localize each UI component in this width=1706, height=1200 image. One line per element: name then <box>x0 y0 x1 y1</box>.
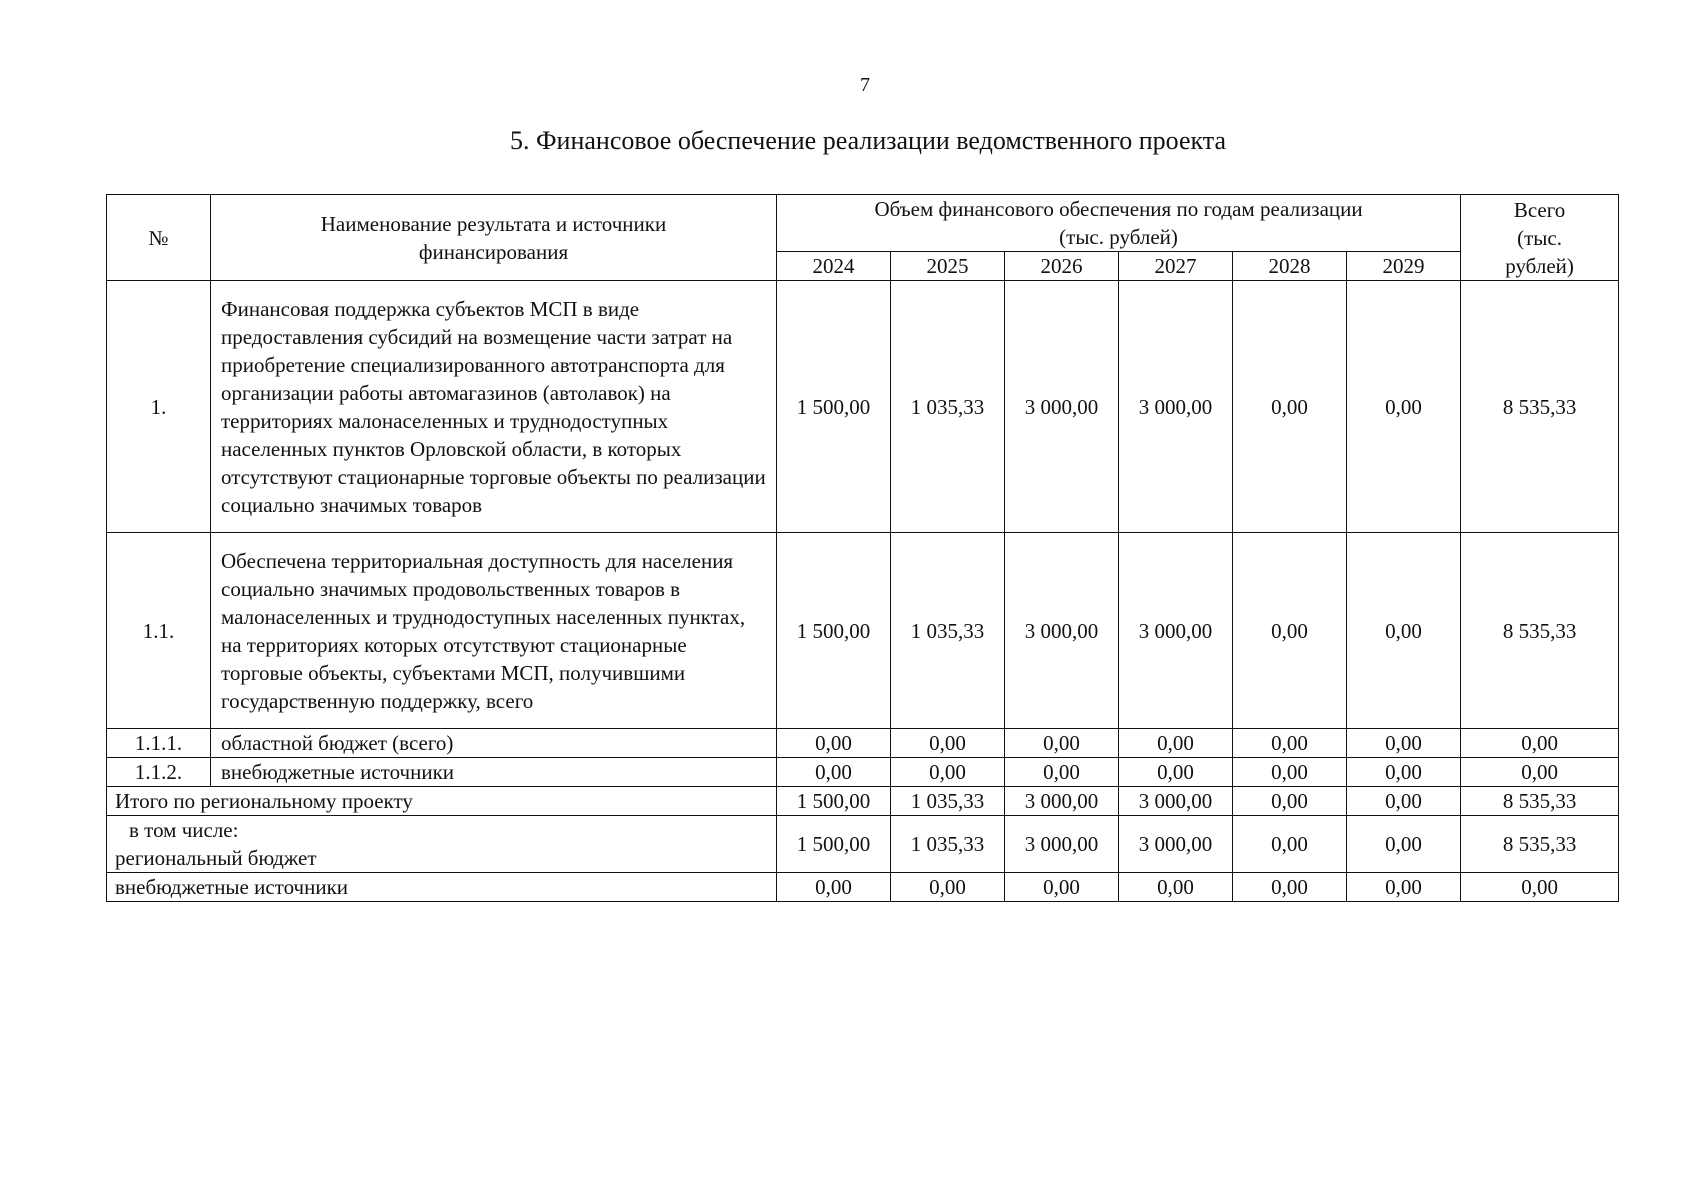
summary-row-total <box>107 787 1619 816</box>
row-value: 0,00 <box>1005 729 1119 758</box>
header-year: 2027 <box>1119 252 1233 281</box>
summary-value: 0,00 <box>777 873 891 902</box>
table-row <box>107 281 1619 533</box>
header-volume-line-1: Объем финансового обеспечения по годам реализации <box>874 197 1363 221</box>
header-total-line-1: Всего <box>1513 197 1566 222</box>
page-number: 7 <box>860 74 870 96</box>
header-name-line-1: Наименование результата и источники <box>320 211 667 236</box>
row-value: 0,00 <box>777 758 891 787</box>
row-total: 8 535,33 <box>1461 281 1619 533</box>
summary-value: 0,00 <box>891 873 1005 902</box>
header-total-line-2: (тыс. <box>1517 225 1562 250</box>
financing-table <box>106 194 1619 902</box>
summary-label-line-1: в том числе: <box>129 818 239 842</box>
summary-value: 3 000,00 <box>1005 816 1119 873</box>
row-name: областной бюджет (всего) <box>211 729 777 758</box>
header-year: 2029 <box>1347 252 1461 281</box>
row-value: 0,00 <box>1233 758 1347 787</box>
row-value: 0,00 <box>1347 533 1461 729</box>
summary-label-line-2: региональный бюджет <box>115 846 317 870</box>
row-value: 0,00 <box>891 758 1005 787</box>
summary-value: 0,00 <box>1233 816 1347 873</box>
summary-value: 1 035,33 <box>891 787 1005 816</box>
summary-value: 3 000,00 <box>1005 787 1119 816</box>
row-value: 0,00 <box>1233 281 1347 533</box>
summary-value: 1 500,00 <box>777 816 891 873</box>
header-year: 2025 <box>891 252 1005 281</box>
row-num: 1.1.2. <box>107 758 211 787</box>
header-num: № <box>107 195 211 281</box>
row-value: 3 000,00 <box>1119 533 1233 729</box>
row-value: 0,00 <box>1347 281 1461 533</box>
row-value: 0,00 <box>1005 758 1119 787</box>
summary-value: 0,00 <box>1347 787 1461 816</box>
table-row <box>107 533 1619 729</box>
row-name: Обеспечена территориальная доступность для населения социально значимых продовольственных товаров в малонаселенных и труднодоступных населенных пунктах, на территориях которых отсутствуют стационарные торговые объекты, субъектами МСП, получившими государственную поддержку, всего <box>211 533 777 729</box>
summary-value: 0,00 <box>1233 873 1347 902</box>
row-value: 0,00 <box>1119 758 1233 787</box>
row-total: 0,00 <box>1461 729 1619 758</box>
header-year: 2028 <box>1233 252 1347 281</box>
header-total-line-3: рублей) <box>1505 253 1574 278</box>
row-value: 0,00 <box>1233 533 1347 729</box>
header-year: 2024 <box>777 252 891 281</box>
summary-value: 1 500,00 <box>777 787 891 816</box>
summary-value: 3 000,00 <box>1119 816 1233 873</box>
header-row-1 <box>107 195 1619 252</box>
row-value: 0,00 <box>1347 758 1461 787</box>
summary-total: 8 535,33 <box>1461 816 1619 873</box>
summary-row-regional-budget <box>107 816 1619 873</box>
row-num: 1. <box>107 281 211 533</box>
row-name: Финансовая поддержка субъектов МСП в виде предоставления субсидий на возмещение части затрат на приобретение специализированного автотранспорта для организации работы автомагазинов (автолавок) на территориях малонаселенных и труднодоступных населенных пунктов Орловской области, в которых отсутствуют стационарные торговые объекты по реализации социально значимых товаров <box>211 281 777 533</box>
row-num: 1.1.1. <box>107 729 211 758</box>
summary-value: 3 000,00 <box>1119 787 1233 816</box>
row-value: 3 000,00 <box>1119 281 1233 533</box>
summary-label: внебюджетные источники <box>107 873 777 902</box>
header-year: 2026 <box>1005 252 1119 281</box>
header-name-line-2: финансирования <box>418 239 569 264</box>
row-num: 1.1. <box>107 533 211 729</box>
header-name <box>211 195 777 281</box>
summary-value: 0,00 <box>1233 787 1347 816</box>
row-name: внебюджетные источники <box>211 758 777 787</box>
summary-value: 0,00 <box>1119 873 1233 902</box>
row-value: 0,00 <box>891 729 1005 758</box>
header-volume-line-2: (тыс. рублей) <box>1059 225 1178 249</box>
summary-value: 0,00 <box>1005 873 1119 902</box>
header-total <box>1461 195 1619 281</box>
header-volume <box>777 195 1461 252</box>
row-value: 3 000,00 <box>1005 281 1119 533</box>
row-value: 0,00 <box>1119 729 1233 758</box>
row-value: 0,00 <box>777 729 891 758</box>
summary-label <box>107 816 777 873</box>
row-value: 0,00 <box>1347 729 1461 758</box>
summary-value: 1 035,33 <box>891 816 1005 873</box>
row-total: 0,00 <box>1461 758 1619 787</box>
section-title: 5. Финансовое обеспечение реализации ведомственного проекта <box>510 126 1226 155</box>
summary-label: Итого по региональному проекту <box>107 787 777 816</box>
summary-row-extra-budgetary <box>107 873 1619 902</box>
row-value: 0,00 <box>1233 729 1347 758</box>
summary-total: 8 535,33 <box>1461 787 1619 816</box>
row-value: 1 035,33 <box>891 533 1005 729</box>
row-value: 1 500,00 <box>777 533 891 729</box>
row-value: 3 000,00 <box>1005 533 1119 729</box>
table-row <box>107 729 1619 758</box>
summary-value: 0,00 <box>1347 873 1461 902</box>
summary-value: 0,00 <box>1347 816 1461 873</box>
row-value: 1 035,33 <box>891 281 1005 533</box>
table-row <box>107 758 1619 787</box>
row-total: 8 535,33 <box>1461 533 1619 729</box>
row-value: 1 500,00 <box>777 281 891 533</box>
summary-total: 0,00 <box>1461 873 1619 902</box>
